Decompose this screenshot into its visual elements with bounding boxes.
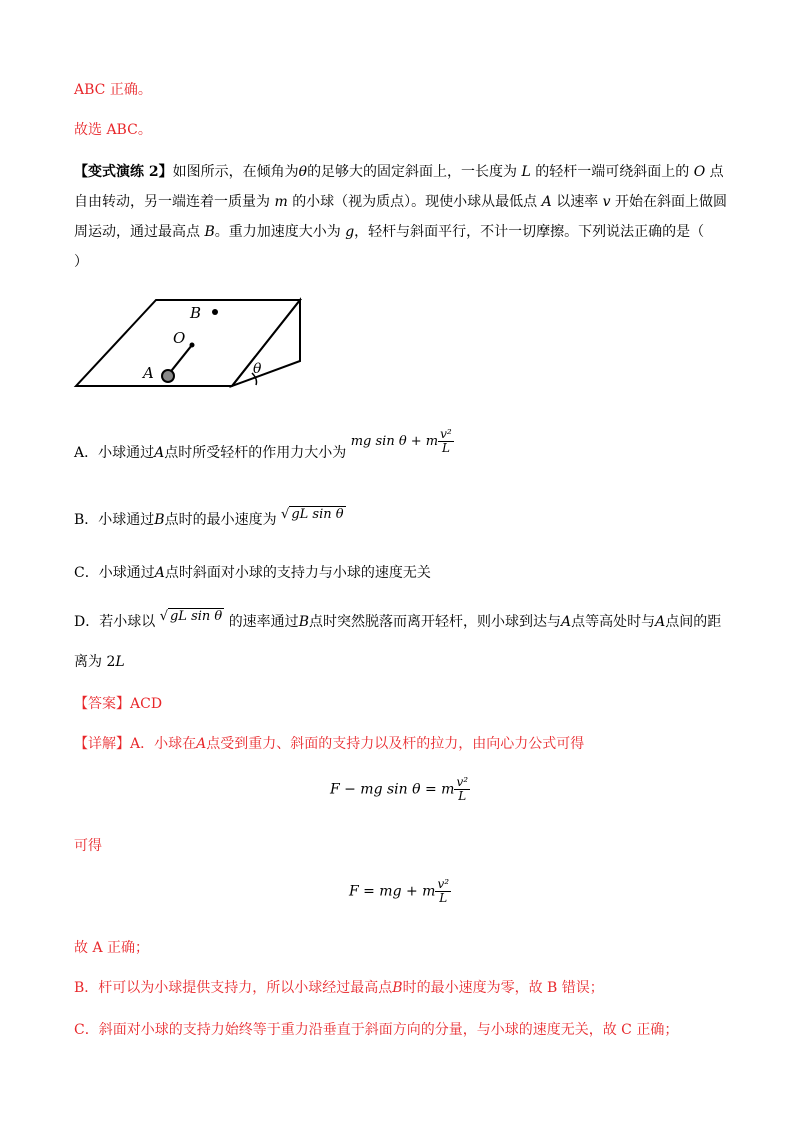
point-b xyxy=(212,309,218,315)
figure-b-label: B xyxy=(190,304,202,322)
problem-line-1: 【变式演练 2】如图所示，在倾角为θ的足够大的固定斜面上，一长度为 L 的轻杆一端可绕斜面上的 O 点 xyxy=(74,164,724,180)
answer-line: 【答案】ACD xyxy=(74,696,163,712)
option-b: B．小球通过B点时的最小速度为 √ gL sin θ xyxy=(74,507,344,528)
incline-side-face xyxy=(232,300,300,386)
option-d: D．若小球以 √ gL sin θ 的速率通过B点时突然脱落而离开轻杆，则小球到达与A点等高处时与A点间的距 xyxy=(74,609,722,630)
problem-line-2: 自由转动，另一端连着一质量为 m 的小球（视为质点）。现使小球从最低点 A 以速率 v 开始在斜面上做圆 xyxy=(74,194,728,210)
incline-figure xyxy=(70,295,310,395)
figure-a-label: A xyxy=(143,364,154,382)
problem-line-3: 周运动，通过最高点 B。重力加速度大小为 g，轻杆与斜面平行，不计一切摩擦。下列说法正确的是（ xyxy=(74,224,705,240)
conclusion-line: ABC 正确。 xyxy=(74,82,152,98)
pivot-o xyxy=(190,343,195,348)
option-d-formula: √ gL sin θ xyxy=(159,609,223,624)
option-d-cont: 离为 2L xyxy=(74,654,125,670)
detail-line-1: 【详解】A．小球在A点受到重力、斜面的支持力以及杆的拉力，由向心力公式可得 xyxy=(74,736,585,752)
choice-line: 故选 ABC。 xyxy=(74,122,152,138)
option-a: A．小球通过A点时所受轻杆的作用力大小为 mg sin θ + m $\frac{\text{v²}}{L}$ xyxy=(74,427,452,461)
option-c: C．小球通过A点时斜面对小球的支持力与小球的速度无关 xyxy=(74,565,431,581)
problem-line-4: ） xyxy=(74,254,88,270)
detail-line-4: C．斜面对小球的支持力始终等于重力沿垂直于斜面方向的分量，与小球的速度无关，故 C 正确； xyxy=(74,1022,679,1038)
kede-line: 可得 xyxy=(74,838,102,854)
figure-o-label: O xyxy=(173,329,186,347)
ball-a xyxy=(162,370,174,382)
detail-line-2: 故 A 正确； xyxy=(74,940,150,956)
equation-1: F − mg sin θ = m $\frac{\text{v²}}{L}$ xyxy=(329,775,469,803)
option-b-formula: √ gL sin θ xyxy=(281,507,344,522)
option-a-formula: mg sin θ + m $\frac{\text{v²}}{L}$ xyxy=(350,427,452,455)
figure-theta-label: θ xyxy=(253,361,262,377)
detail-line-3: B．杆可以为小球提供支持力，所以小球经过最高点B时的最小速度为零，故 B 错误； xyxy=(74,980,604,996)
equation-2: F = mg + m $\frac{\text{v²}}{L}$ xyxy=(348,877,450,905)
